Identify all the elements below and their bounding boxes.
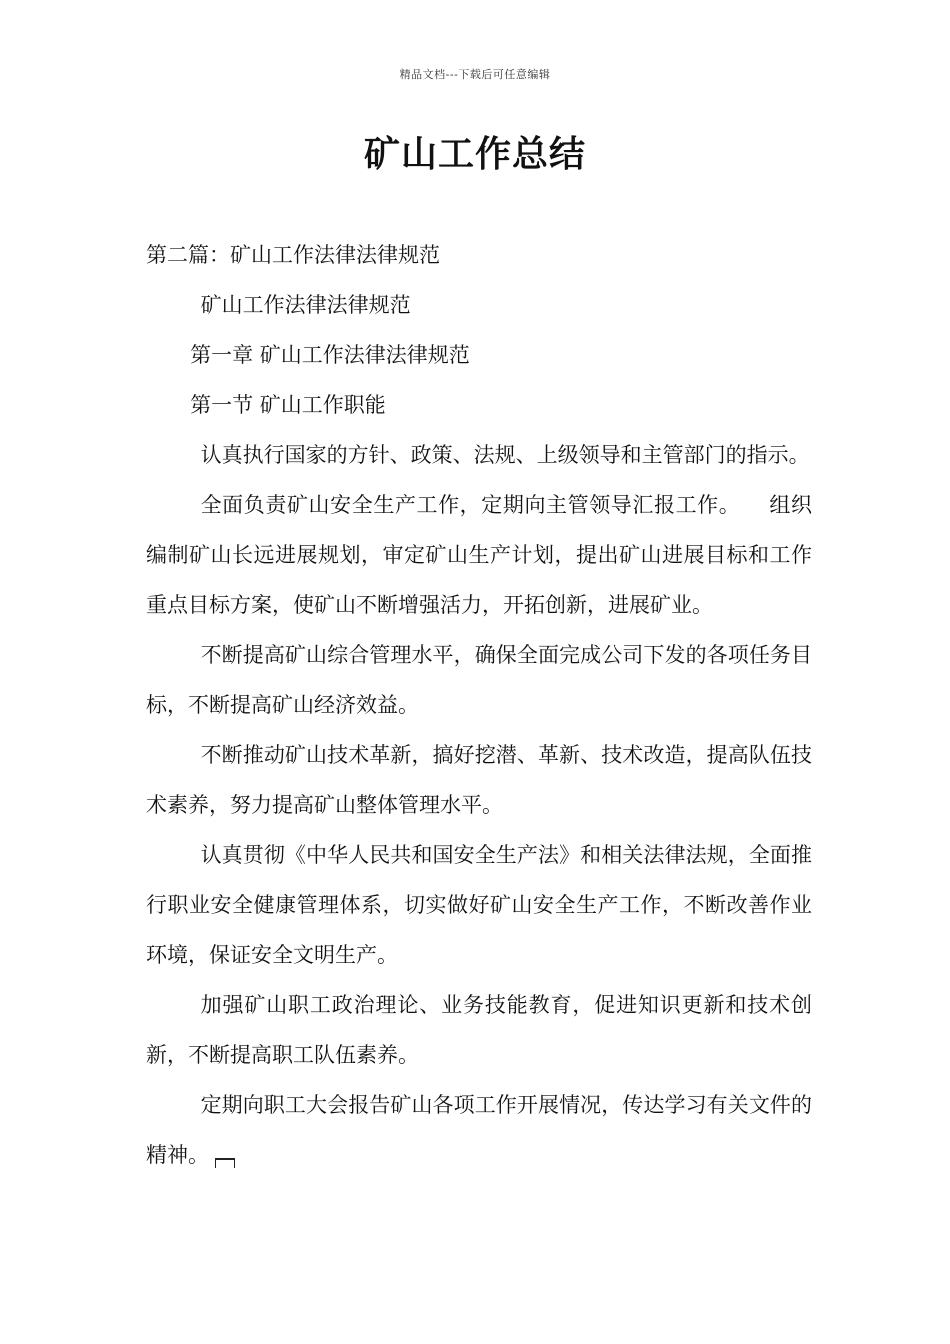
document-body [146,230,812,1180]
paragraph: 不断推动矿山技术革新，搞好挖潜、革新、技术改造，提高队伍技术素养，努力提高矿山整体管理水平。 [146,743,812,817]
section-heading: 第一节 矿山工作职能 [190,393,386,417]
paragraph: 全面负责矿山安全生产工作，定期向主管领导汇报工作。 组织编制矿山长远进展规划，审定矿山生产计划，提出矿山进展目标和工作重点目标方案，使矿山不断增强活力，开拓创新，进展矿业。 [146,493,812,617]
document-title: 矿山工作总结 [363,134,586,175]
page-header: 精品文档---下载后可任意编辑 [399,68,551,81]
paragraph: 认真贯彻《中华人民共和国安全生产法》和相关法律法规，全面推行职业安全健康管理体系，切实做好矿山安全生产工作，不断改善作业环境，保证安全文明生产。 [146,843,812,967]
part-heading: 第二篇：矿山工作法律法律规范 [146,243,440,267]
paragraph: 认真执行国家的方针、政策、法规、上级领导和主管部门的指示。 [200,443,810,467]
paragraph-last [146,1080,812,1180]
paragraph: 不断提高矿山综合管理水平，确保全面完成公司下发的各项任务目标，不断提高矿山经济效益。 [146,643,812,717]
paragraph-text: 定期向职工大会报告矿山各项工作开展情况，传达学习有关文件的精神。 [146,1093,812,1167]
chapter-heading: 第一章 矿山工作法律法律规范 [190,343,470,367]
paragraph: 加强矿山职工政治理论、业务技能教育，促进知识更新和技术创新，不断提高职工队伍素养。 [146,993,812,1067]
end-mark-icon [215,1158,235,1168]
sub-heading: 矿山工作法律法律规范 [200,293,411,317]
